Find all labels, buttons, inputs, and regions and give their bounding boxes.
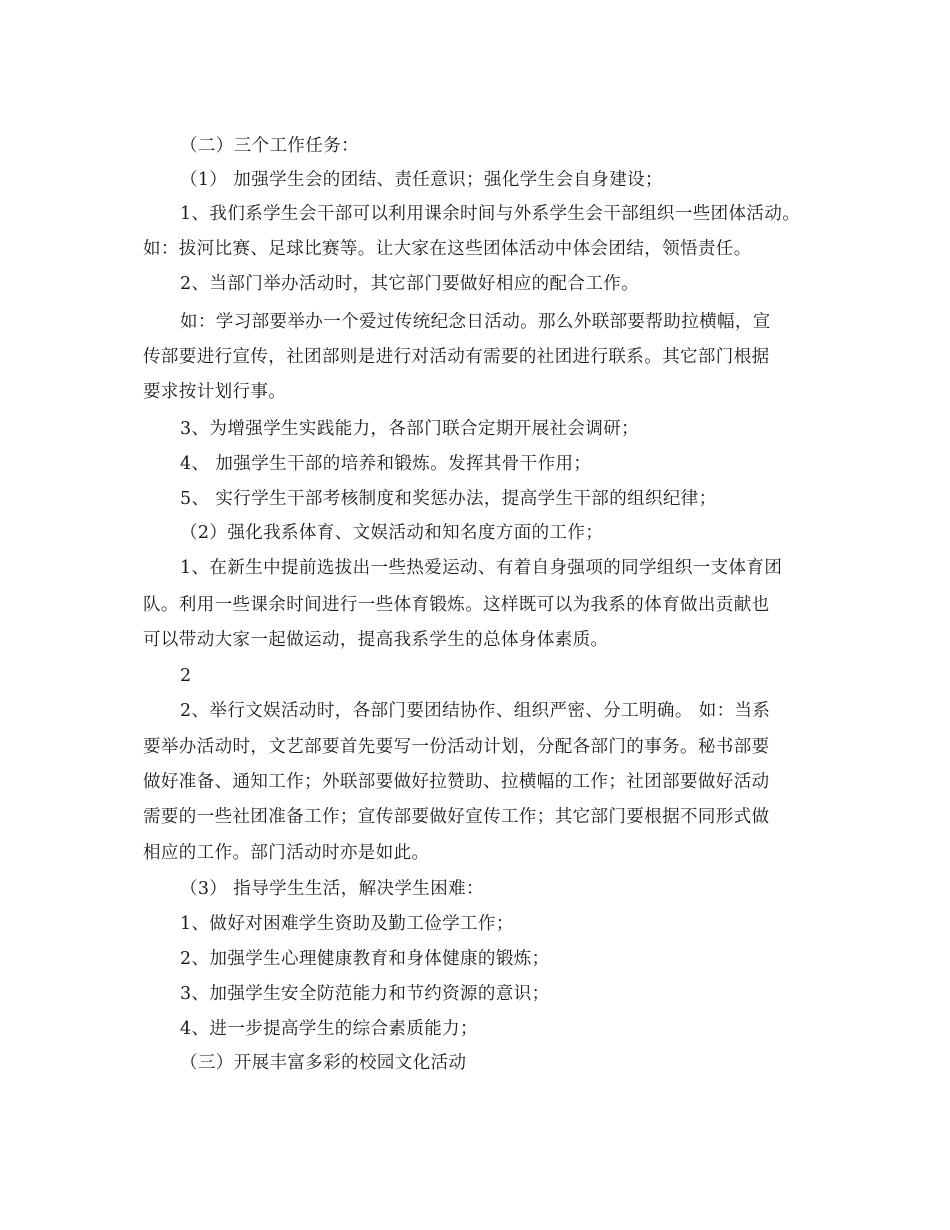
subsection-heading: （2）强化我系体育、文娱活动和知名度方面的工作； — [180, 523, 604, 543]
paragraph-line: 5、 实行学生干部考核制度和奖惩办法，提高学生干部的组织纪律； — [180, 489, 717, 509]
paragraph-line: 要求按计划行事。 — [143, 382, 287, 402]
paragraph-line: 2、当部门举办活动时，其它部门要做好相应的配合工作。 — [180, 274, 640, 294]
paragraph-line: 如：拔河比赛、足球比赛等。让大家在这些团体活动中体会团结，领悟责任。 — [143, 239, 752, 259]
paragraph-line: 需要的一些社团准备工作；宣传部要做好宣传工作；其它部门要根据不同形式做 — [143, 807, 770, 827]
paragraph-line: 可以带动大家一起做运动，提高我系学生的总体身体素质。 — [143, 630, 609, 650]
paragraph-line: 传部要进行宣传，社团部则是进行对活动有需要的社团进行联系。其它部门根据 — [143, 347, 770, 367]
paragraph-line: 1、在新生中提前选拔出一些热爱运动、有着自身强项的同学组织一支体育团 — [180, 558, 783, 578]
paragraph-line: 2、加强学生心理健康教育和身体健康的锻炼； — [180, 949, 550, 969]
paragraph-line: 队。利用一些课余时间进行一些体育锻炼。这样既可以为我系的体育做出贡献也 — [143, 595, 770, 615]
paragraph-line: 3、加强学生安全防范能力和节约资源的意识； — [180, 984, 550, 1004]
subsection-heading: （1） 加强学生会的团结、责任意识；强化学生会自身建设； — [180, 170, 663, 190]
section-heading: （二）三个工作任务： — [180, 136, 359, 156]
paragraph-line: 做好准备、通知工作；外联部要做好拉赞助、拉横幅的工作；社团部要做好活动 — [143, 772, 770, 792]
page-number: 2 — [180, 666, 192, 686]
paragraph-line: 4、进一步提高学生的综合素质能力； — [180, 1019, 478, 1039]
paragraph-line: 4、 加强学生干部的培养和锻炼。发挥其骨干作用； — [180, 454, 592, 474]
paragraph-line: 1、做好对困难学生资助及勤工俭学工作； — [180, 914, 514, 934]
section-heading: （三）开展丰富多彩的校园文化活动 — [180, 1053, 467, 1073]
subsection-heading: （3） 指导学生生活，解决学生困难： — [180, 879, 484, 899]
paragraph-line: 1、我们系学生会干部可以利用课余时间与外系学生会干部组织一些团体活动。 — [180, 204, 801, 224]
paragraph-line: 要举办活动时，文艺部要首先要写一份活动计划，分配各部门的事务。秘书部要 — [143, 737, 770, 757]
paragraph-line: 2、举行文娱活动时，各部门要团结协作、组织严密、分工明确。 如：当系 — [180, 701, 771, 721]
paragraph-line: 3、为增强学生实践能力，各部门联合定期开展社会调研； — [180, 419, 640, 439]
paragraph-line: 如：学习部要举办一个爱过传统纪念日活动。那么外联部要帮助拉横幅，宣 — [180, 312, 771, 332]
paragraph-line: 相应的工作。部门活动时亦是如此。 — [143, 843, 430, 863]
